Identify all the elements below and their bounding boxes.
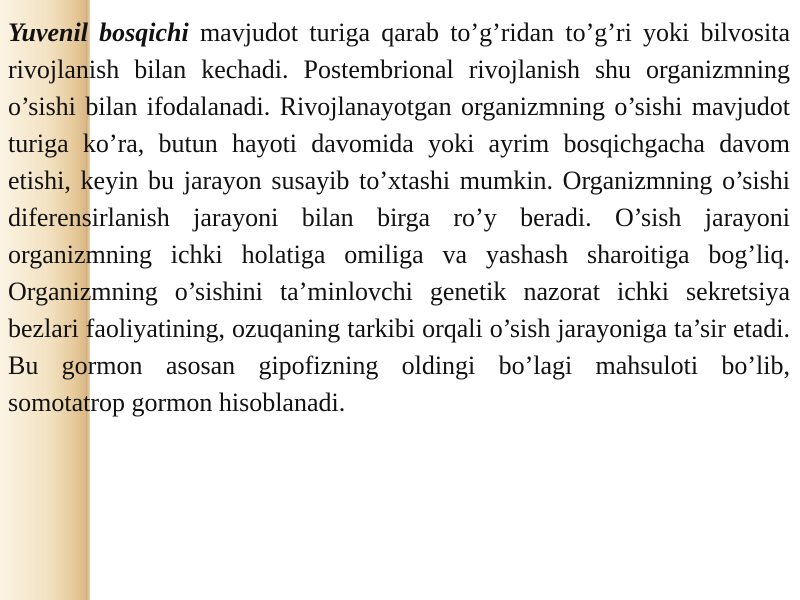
- paragraph-text: mavjudot turiga qarab to’g’ridan to’g’ri yoki bilvosita rivojlanish bilan kechadi. Postembrional rivojlanish shu organizmning o’sishi bilan ifodalanadi. Rivojlanayotgan organizmning o’sishi mavjudot turiga ko’ra, butun hayoti davomida yoki ayrim bosqichgacha davom etishi, keyin bu jarayon susayib to’xtashi mumkin. Organizmning o’sishi diferensirlanish jarayoni bilan birga ro’y beradi. O’sish jarayoni organizmning ichki holatiga omiliga va yashash sharoitiga bog’liq. Organizmning o’sishini ta’minlovchi genetik nazorat ichki sekretsiya bezlari faoliyatining, ozuqaning tarkibi orqali o’sish jarayoniga ta’sir etadi. Bu gormon asosan gipofizning oldingi bo’lagi mahsuloti bo’lib, somotatrop gormon hisoblanadi.: [8, 18, 790, 417]
- lead-term: Yuvenil bosqichi: [8, 18, 189, 47]
- body-paragraph: [8, 14, 790, 421]
